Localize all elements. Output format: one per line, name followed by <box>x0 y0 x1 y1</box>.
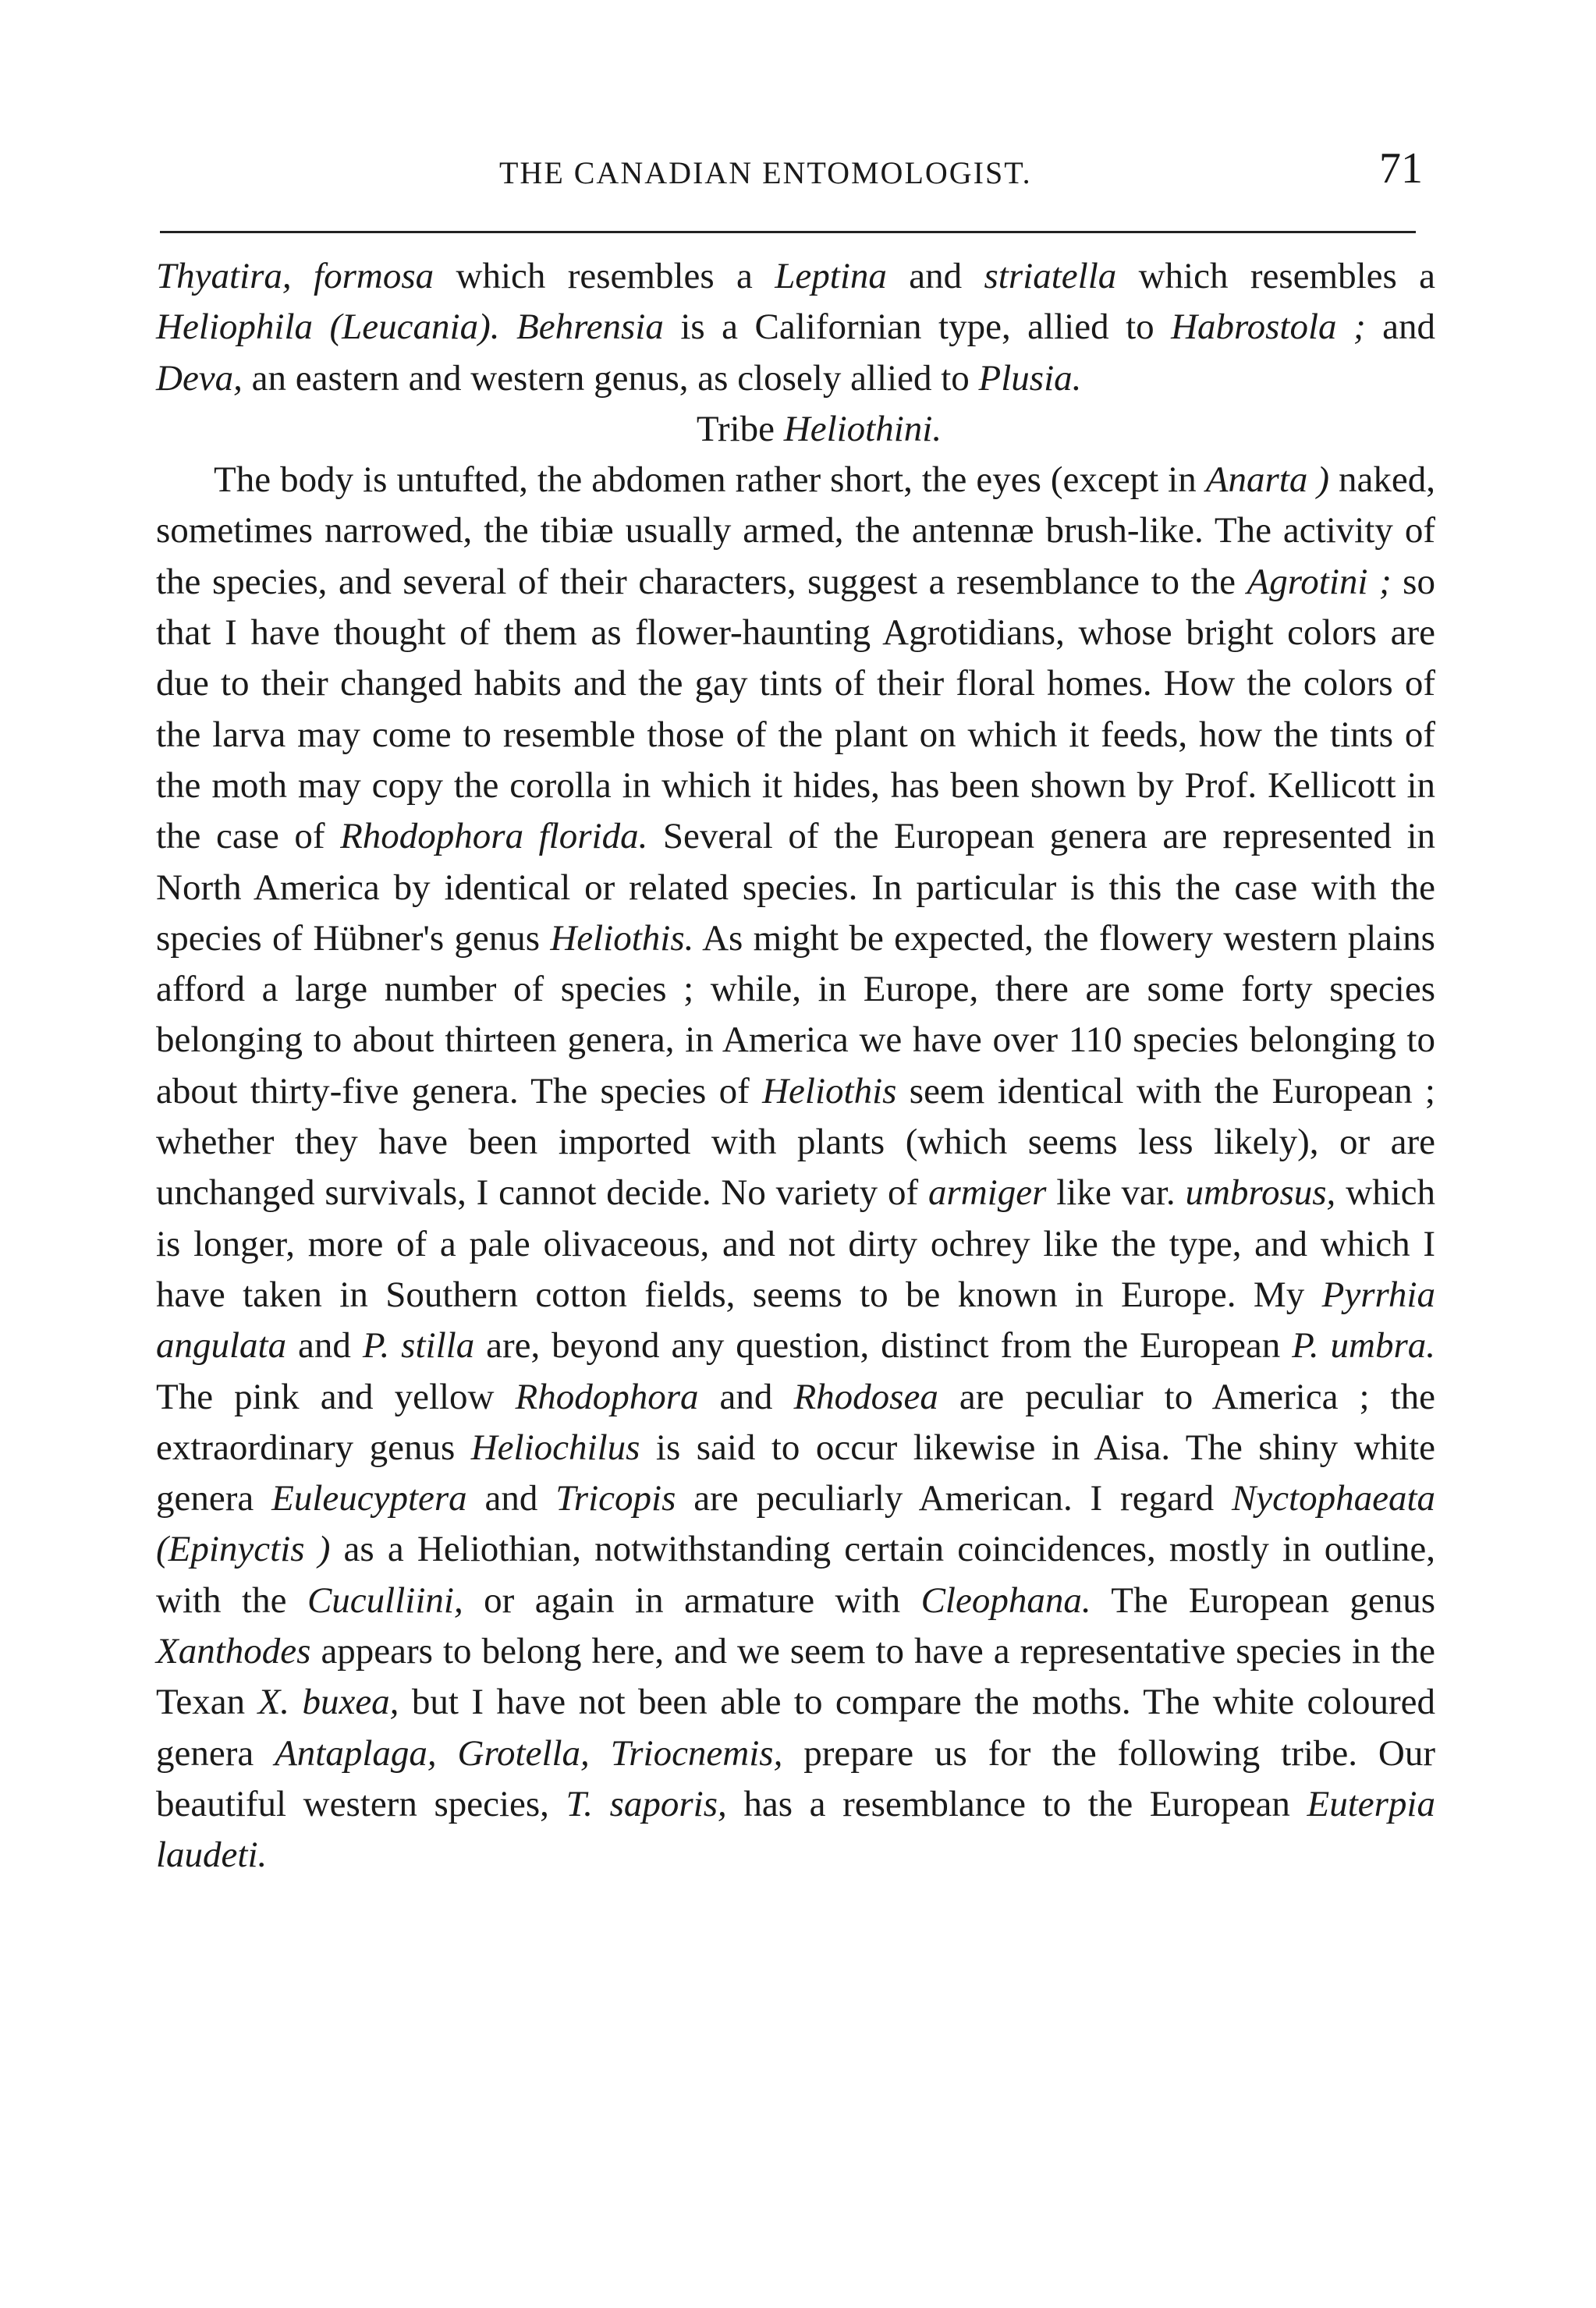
text-run: The pink and yellow <box>156 1376 516 1417</box>
text-run: so that I have thought of them as flower-haunting Agrotidians, whose bright colors are due to their changed habits and the gay tints of their floral homes. How the colors of the larva may come to resemble those of the plant on which it feeds, how the tints of the moth may copy the corolla in which it hides, has been shown by Prof. Kellicott in the case of <box>156 561 1435 857</box>
italic-taxon-name: Behrensia <box>516 307 664 348</box>
italic-taxon-name: Heliochilus <box>470 1427 640 1468</box>
italic-taxon-name: Rhodophora florida. <box>340 816 648 857</box>
text-run: and <box>286 1325 363 1367</box>
text-run: are, beyond any question, distinct from the European <box>474 1325 1293 1367</box>
paragraph-thyatira <box>156 251 1435 404</box>
text-run: The body is untufted, the abdomen rather short, the eyes (except in <box>214 459 1206 501</box>
italic-taxon-name: formosa <box>314 256 434 296</box>
italic-taxon-name: Tricopis <box>555 1478 676 1519</box>
italic-taxon-name: Euterpia laudeti. <box>156 1783 1435 1876</box>
italic-taxon-name: Rhodosea <box>793 1376 938 1417</box>
italic-taxon-name: Heliophila (Leucania). <box>156 307 500 348</box>
italic-taxon-name: X. buxea, <box>257 1682 399 1723</box>
italic-taxon-name: P. umbra. <box>1292 1325 1435 1367</box>
italic-taxon-name: Grotella, <box>457 1732 590 1774</box>
italic-taxon-name: Euleucyptera <box>271 1478 467 1519</box>
italic-taxon-name: Antaplaga, <box>275 1732 437 1774</box>
italic-taxon-name: armiger <box>927 1172 1047 1214</box>
text-run <box>590 1733 611 1774</box>
text-run: or again in armature with <box>463 1579 921 1621</box>
text-run: as a Heliothian, notwithstanding certain coincidences, mostly in outline, with the <box>156 1529 1435 1621</box>
text-run <box>437 1733 458 1774</box>
italic-taxon-name: Thyatira, <box>156 256 292 296</box>
italic-taxon-name: Habrostola ; <box>1171 307 1366 348</box>
italic-taxon-name: P. stilla <box>362 1325 475 1367</box>
italic-taxon-name: Plusia. <box>978 357 1082 399</box>
italic-taxon-name: umbrosus, <box>1185 1172 1336 1214</box>
text-run: seem identical with the European ; whether they have been imported with plants (which seems less likely), or are unchanged survivals, I cannot decide. No variety of <box>156 1070 1435 1214</box>
text-run <box>292 256 314 296</box>
italic-taxon-name: Leptina <box>775 256 887 296</box>
italic-taxon-name: Nyctophaeata (Epinyctis ) <box>156 1478 1436 1570</box>
text-run: and <box>698 1376 794 1417</box>
text-run: naked, sometimes narrowed, the tibiæ usually armed, the antennæ brush-like. The activity of the species, and several of their characters, suggest a resemblance to the <box>156 459 1435 602</box>
page-header <box>0 144 1596 203</box>
text-run: Tribe <box>696 408 784 449</box>
text-run: As might be expected, the flowery western plains afford a large number of species ; while, in Europe, there are some forty species belonging to about thirteen genera, in America we have over 110 species belonging to about thirty-five genera. The species of <box>156 917 1435 1111</box>
text-run: Several of the European genera are represented in North America by identical or related species. In particular is this the case with the species of Hübner's genus <box>156 816 1436 959</box>
header-rule <box>160 231 1416 233</box>
text-run: The European genus <box>1091 1579 1435 1621</box>
italic-taxon-name: T. saporis, <box>566 1783 727 1824</box>
italic-taxon-name: Rhodophora <box>515 1376 699 1417</box>
text-run: but I have not been able to compare the moths. The white coloured genera <box>156 1682 1435 1774</box>
italic-taxon-name: striatella <box>984 256 1117 296</box>
italic-taxon-name: Heliothis. <box>550 917 694 959</box>
text-run: are peculiar to America ; the extraordinary genus <box>156 1376 1435 1468</box>
running-title: THE CANADIAN ENTOMOLOGIST. <box>499 155 1032 190</box>
text-run: and <box>886 256 984 296</box>
italic-taxon-name: Agrotini ; <box>1247 561 1392 602</box>
page-body <box>156 251 1435 1881</box>
text-run: like var. <box>1046 1172 1186 1214</box>
italic-taxon-name: Heliothini. <box>783 408 942 449</box>
italic-taxon-name: Deva, <box>156 357 243 399</box>
text-run: and <box>1365 307 1436 348</box>
text-run: which resembles a <box>434 256 775 296</box>
italic-taxon-name: Heliothis <box>762 1070 897 1111</box>
italic-taxon-name: Triocnemis, <box>610 1732 783 1774</box>
text-run: an eastern and western genus, as closely allied to <box>242 357 979 399</box>
italic-taxon-name: Pyrrhia angulata <box>156 1274 1435 1367</box>
text-run: prepare us for the following tribe. Our beautiful western species, <box>156 1732 1435 1824</box>
italic-taxon-name: Xanthodes <box>156 1631 311 1672</box>
text-run: has a resemblance to the European <box>726 1783 1307 1824</box>
text-run <box>500 307 517 347</box>
italic-taxon-name: Anarta ) <box>1205 459 1329 501</box>
italic-taxon-name: Cuculliini, <box>307 1579 463 1621</box>
text-run: which is longer, more of a pale olivaceous, and not dirty ochrey like the type, and which I have taken in Southern cotton fields, seems to be known in Europe. My <box>156 1172 1435 1315</box>
text-run: appears to belong here, and we seem to have a representative species in the Texan <box>156 1631 1435 1723</box>
text-run: which resembles a <box>1116 256 1436 296</box>
page-number: 71 <box>1379 144 1423 193</box>
text-run: is a Californian type, allied to <box>663 307 1172 348</box>
text-run: is said to occur likewise in Aisa. The shiny white genera <box>156 1427 1435 1519</box>
italic-taxon-name: Cleophana. <box>920 1579 1091 1621</box>
text-run: are peculiarly American. I regard <box>676 1478 1232 1519</box>
paragraph-heliothini <box>156 455 1435 1881</box>
tribe-heading <box>156 404 1435 455</box>
text-run: and <box>466 1478 556 1519</box>
